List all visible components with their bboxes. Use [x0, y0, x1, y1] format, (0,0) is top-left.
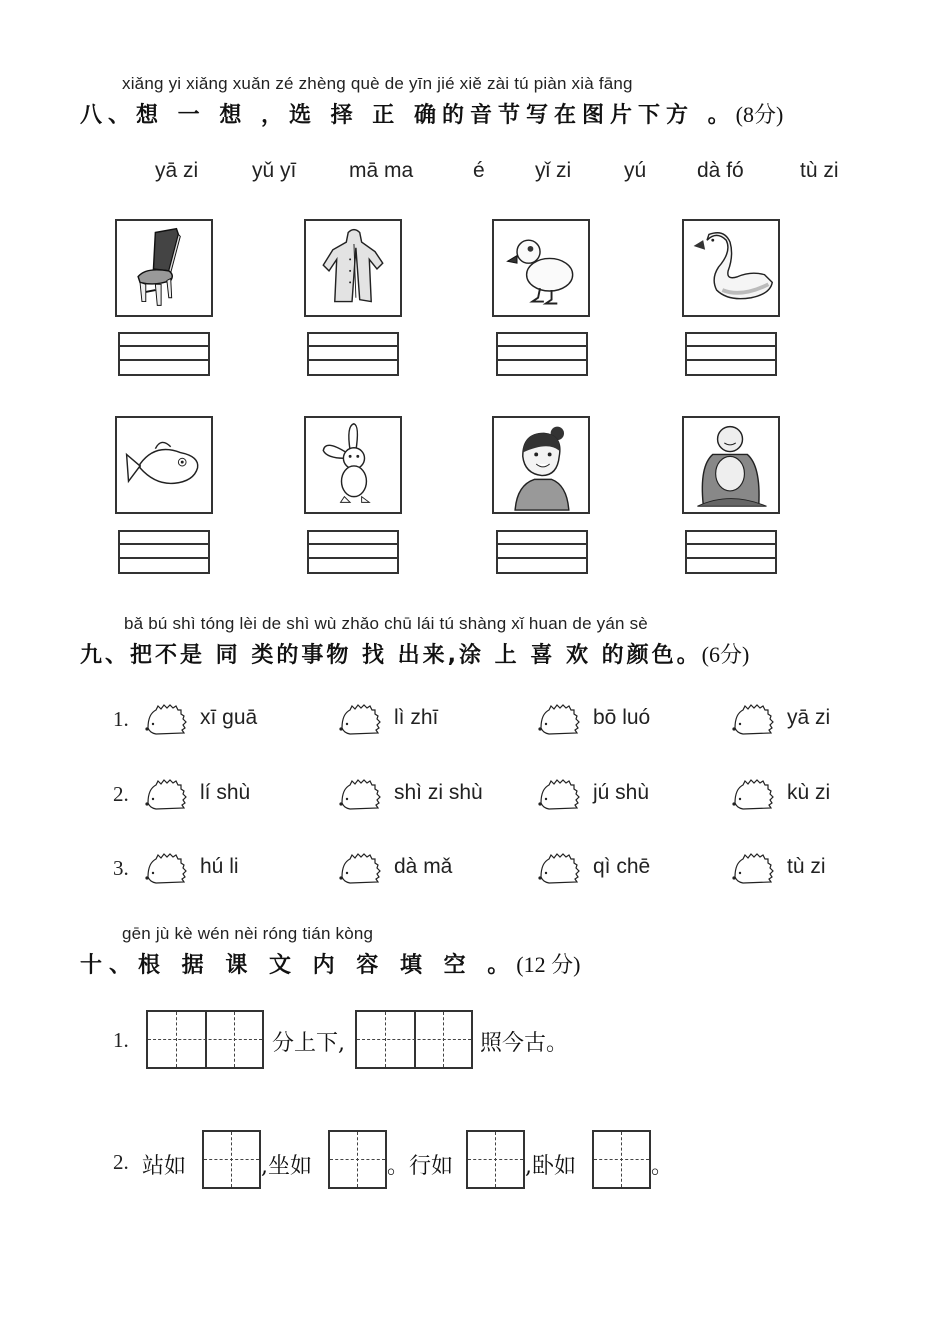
writing-grid-2char[interactable]: [146, 1010, 264, 1069]
mother-picture: [492, 416, 590, 514]
hedgehog-icon[interactable]: [144, 702, 190, 736]
syllable: yā zi: [155, 159, 199, 182]
syllable: yú: [624, 159, 647, 182]
hedgehog-icon[interactable]: [338, 777, 384, 811]
syllable: tù zi: [800, 159, 839, 182]
fish-picture: [115, 416, 213, 514]
section9-score: (6分): [701, 642, 750, 667]
option-word: jú shù: [593, 781, 650, 804]
q2-text-4: ,卧如: [525, 1154, 576, 1179]
hedgehog-icon[interactable]: [338, 851, 384, 885]
q1-text-b: 照今古。: [480, 1031, 569, 1056]
section10-title: [80, 948, 580, 979]
hedgehog-icon[interactable]: [537, 702, 583, 736]
q1-text-a: 分上下,: [272, 1031, 345, 1056]
answer-lines-1[interactable]: [118, 332, 210, 376]
writing-grid-1char[interactable]: [328, 1130, 387, 1189]
section9-title: [80, 638, 749, 669]
section10-score: (12 分): [516, 952, 581, 977]
swan-icon: [684, 221, 778, 315]
answer-lines-3[interactable]: [496, 332, 588, 376]
section9-title-text: 九、把不是 同 类的事物 找 出来,涂 上 喜 欢 的颜色。: [80, 643, 702, 668]
chair-picture: [115, 219, 213, 317]
option-word: qì chē: [593, 855, 651, 878]
writing-grid-1char[interactable]: [466, 1130, 525, 1189]
option-word: lí shù: [200, 781, 251, 804]
chair-icon: [117, 221, 211, 315]
option-word: kù zi: [787, 781, 831, 804]
hedgehog-icon[interactable]: [537, 851, 583, 885]
section8-pinyin: xiǎng yi xiǎng xuǎn zé zhèng què de yīn jié xiě zài tú piàn xià fāng: [122, 74, 633, 93]
syllable: é: [473, 159, 485, 182]
section8-score: (8分): [735, 102, 784, 127]
row-number: 2.: [113, 782, 129, 806]
hedgehog-icon[interactable]: [144, 777, 190, 811]
swan-picture: [682, 219, 780, 317]
q2-text-2: ,坐如: [261, 1154, 312, 1179]
mother-icon: [494, 418, 588, 512]
option-word: tù zi: [787, 855, 826, 878]
answer-lines-4[interactable]: [685, 332, 777, 376]
raincoat-picture: [304, 219, 402, 317]
hedgehog-icon[interactable]: [144, 851, 190, 885]
question-number: 2.: [113, 1150, 129, 1174]
writing-grid-2char[interactable]: [355, 1010, 473, 1069]
answer-lines-5[interactable]: [118, 530, 210, 574]
section10-title-text: 十、根 据 课 文 内 容 填 空 。: [80, 953, 517, 978]
option-word: hú li: [200, 855, 239, 878]
raincoat-icon: [306, 221, 400, 315]
rabbit-picture: [304, 416, 402, 514]
hedgehog-icon[interactable]: [731, 851, 777, 885]
answer-lines-7[interactable]: [496, 530, 588, 574]
duckling-picture: [492, 219, 590, 317]
syllable: mā ma: [349, 159, 414, 182]
question-number: 1.: [113, 1028, 129, 1052]
writing-grid-1char[interactable]: [202, 1130, 261, 1189]
section9-pinyin: bǎ bú shì tóng lèi de shì wù zhǎo chū lái tú shàng xǐ huan de yán sè: [124, 614, 648, 633]
duck-icon: [494, 221, 588, 315]
hedgehog-icon[interactable]: [731, 777, 777, 811]
option-word: yā zi: [787, 706, 831, 729]
option-word: xī guā: [200, 706, 258, 729]
row-number: 3.: [113, 856, 129, 880]
fish-icon: [117, 418, 211, 512]
q2-text-5: 。: [651, 1154, 674, 1179]
option-word: lì zhī: [394, 706, 439, 729]
section8-title-text: 八、想 一 想 ，选 择 正 确的音节写在图片下方 。: [80, 103, 736, 128]
syllable: yǐ zi: [535, 159, 572, 182]
syllable: dà fó: [697, 159, 744, 182]
writing-grid-1char[interactable]: [592, 1130, 651, 1189]
option-word: bō luó: [593, 706, 651, 729]
buddha-picture: [682, 416, 780, 514]
rabbit-icon: [306, 418, 400, 512]
section10-pinyin: gēn jù kè wén nèi róng tián kòng: [122, 924, 374, 943]
section8-title: [80, 98, 783, 129]
hedgehog-icon[interactable]: [731, 702, 777, 736]
syllable: yǔ yī: [252, 159, 297, 182]
hedgehog-icon[interactable]: [537, 777, 583, 811]
answer-lines-6[interactable]: [307, 530, 399, 574]
q2-text-3: 。行如: [387, 1154, 454, 1179]
row-number: 1.: [113, 707, 129, 731]
hedgehog-icon[interactable]: [338, 702, 384, 736]
buddha-icon: [684, 418, 778, 512]
option-word: dà mǎ: [394, 855, 453, 878]
option-word: shì zi shù: [394, 781, 483, 804]
answer-lines-8[interactable]: [685, 530, 777, 574]
q2-text-1: 站如: [142, 1154, 187, 1179]
answer-lines-2[interactable]: [307, 332, 399, 376]
